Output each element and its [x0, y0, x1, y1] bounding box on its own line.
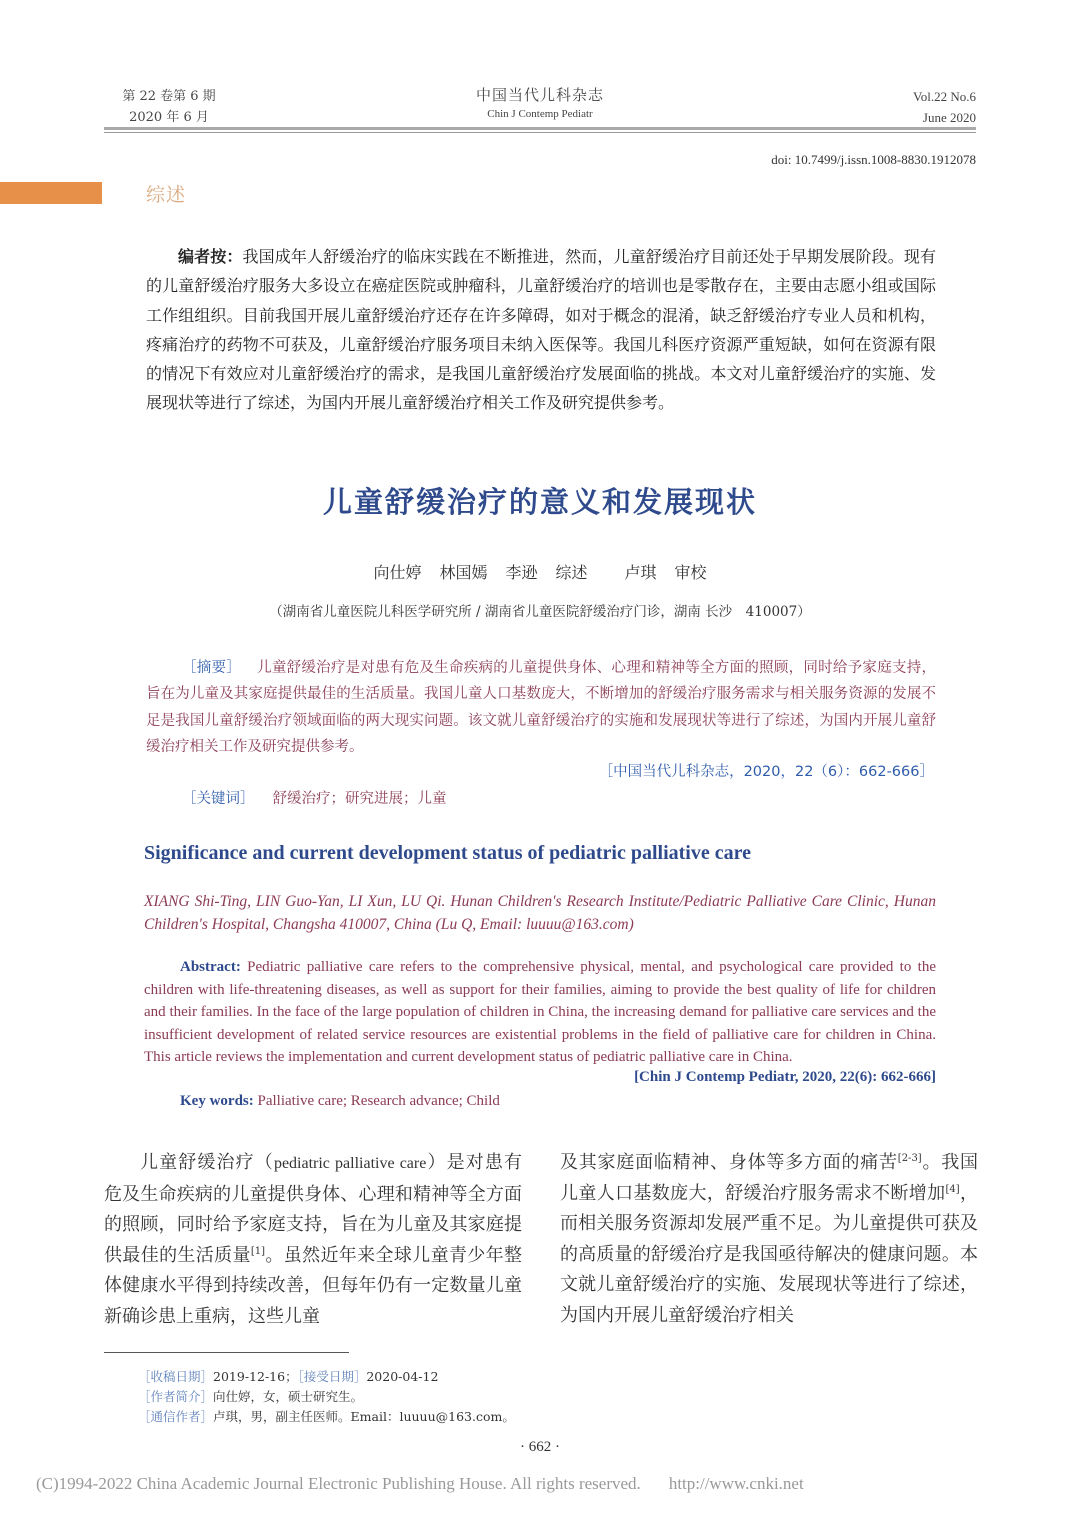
keywords-en-label: Key words: [180, 1093, 254, 1109]
received-date: 2019-12-16； [213, 1369, 298, 1384]
abstract-cn-label: ［摘要］ [182, 660, 242, 676]
article-title-cn: 儿童舒缓治疗的意义和发展现状 [322, 485, 757, 519]
editor-note-label: 编者按： [178, 247, 243, 266]
article-title-en: Significance and current development status of pediatric palliative care [144, 842, 751, 864]
footnote-author [138, 1387, 515, 1407]
abstract-en-label: Abstract: [180, 959, 241, 975]
header-date-cn: 2020 年 6 月 [129, 110, 209, 125]
header-divider-thin [104, 132, 976, 133]
header-volume-issue: 第 22 卷第 6 期 [122, 89, 216, 104]
author-name: 李逊 [505, 563, 538, 582]
header-volume-issue-en: Vol.22 No.6 [913, 89, 976, 104]
header-volume-cn [104, 86, 234, 128]
footnote-corresponding [138, 1407, 515, 1427]
corresponding-label: ［通信作者］ [138, 1409, 214, 1424]
abstract-cn [146, 655, 936, 760]
header-divider-thick [104, 127, 976, 130]
body-text: ，而相关服务资源却发展严重不足。为儿童提供可获及的高质量的舒缓治疗是我国亟待解决的健康问题。本文就儿童舒缓治疗的实施、发展现状等进行了综述，为国内开展儿童舒缓治疗相关 [560, 1182, 979, 1326]
abstract-en [144, 956, 936, 1069]
keywords-cn-label: ［关键词］ [182, 791, 255, 807]
section-color-bar [0, 182, 102, 204]
reference-link[interactable]: [4] [945, 1183, 960, 1195]
header-volume-en [913, 86, 976, 128]
body-text: ）是对患有危及生命疾病的儿童提供身体、心理和精神等全方面的照顾，同时给予家庭支持，旨在为儿童及其家庭提供最佳的生活质量 [104, 1152, 523, 1266]
footnote-divider [104, 1352, 349, 1353]
doi: doi: 10.7499/j.issn.1008-8830.1912078 [771, 152, 976, 167]
affiliation-cn: （湖南省儿童医院儿科医学研究所 / 湖南省儿童医院舒缓治疗门诊，湖南 长沙 410007） [269, 604, 811, 620]
authors-affiliation-en: XIANG Shi-Ting, LIN Guo-Yan, LI Xun, LU Qi. Hunan Children's Research Institute/Pediatric Palliative Care Clinic, Hunan Children's Hospital, Changsha 410007, China (Lu Q, Email: luuuu@163.com) [144, 893, 936, 933]
header-journal [380, 84, 700, 122]
keywords-cn [182, 787, 447, 808]
body-column-right [560, 1148, 978, 1331]
body-text: 。我国儿童人口基数庞大，舒缓治疗服务需求不断增加 [560, 1152, 979, 1204]
abstract-en-text: Pediatric palliative care refers to the comprehensive physical, mental, and psychological care provided to the children with life-threatening diseases, as well as support for their families, aiming to provide the best quality of life for children and their families. In the face of the large population of children in China, the increasing demand for palliative care services and the insufficient development of related service resources are existential problems in the field of palliative care for children in China. This article reviews the implementation and current development status of pediatric palliative care in China. [144, 959, 936, 1066]
copyright-notice [36, 1474, 804, 1494]
authors-cn [0, 560, 1080, 583]
reviewer-name: 卢琪 [624, 563, 657, 582]
keywords-en [180, 1093, 500, 1110]
reference-link[interactable]: [1] [250, 1245, 266, 1257]
copyright-text: (C)1994-2022 China Academic Journal Electronic Publishing House. All rights reserved. [36, 1474, 641, 1493]
editor-note [146, 242, 936, 418]
author-role: 综述 [555, 563, 588, 582]
body-text: 儿童舒缓治疗（ [140, 1152, 274, 1173]
journal-name-en: Chin J Contemp Pediatr [487, 108, 593, 120]
citation-cn: ［中国当代儿科杂志，2020，22（6）：662-666］ [598, 764, 934, 780]
received-label: ［收稿日期］ [138, 1369, 214, 1384]
citation-en: [Chin J Contemp Pediatr, 2020, 22(6): 662-666] [634, 1069, 936, 1085]
body-term-en: pediatric palliative care [273, 1155, 427, 1172]
accepted-date: 2020-04-12 [366, 1369, 439, 1384]
author-name: 林国嫣 [439, 563, 488, 582]
reference-link[interactable]: [2-3] [897, 1153, 922, 1164]
body-column-left [104, 1148, 522, 1332]
editor-note-text: 我国成年人舒缓治疗的临床实践在不断推进，然而，儿童舒缓治疗目前还处于早期发展阶段。现有的儿童舒缓治疗服务大多设立在癌症医院或肿瘤科，儿童舒缓治疗的培训也是零散存在，主要由志愿小组或国际工作组组织。目前我国开展儿童舒缓治疗还存在许多障碍，如对于概念的混淆，缺乏舒缓治疗专业人员和机构，疼痛治疗的药物不可获及，儿童舒缓治疗服务项目未纳入医保等。我国儿科医疗资源严重短缺，如何在资源有限的情况下有效应对儿童舒缓治疗的需求，是我国儿童舒缓治疗发展面临的挑战。本文对儿童舒缓治疗的实施、发展现状等进行了综述，为国内开展儿童舒缓治疗相关工作及研究提供参考。 [146, 247, 936, 413]
corresponding-author: 卢琪，男，副主任医师。Email：luuuu@163.com。 [213, 1409, 515, 1424]
author-name: 向仕婷 [373, 563, 422, 582]
footnotes [138, 1367, 515, 1427]
header-date-en: June 2020 [922, 110, 976, 125]
body-text: 。虽然近年来全球儿童青少年整体健康水平得到持续改善，但每年仍有一定数量儿童新确诊患上重病，这些儿童 [104, 1244, 523, 1327]
keywords-en-text: Palliative care; Research advance; Child [253, 1093, 500, 1109]
abstract-cn-text: 儿童舒缓治疗是对患有危及生命疾病的儿童提供身体、心理和精神等全方面的照顾，同时给予家庭支持，旨在为儿童及其家庭提供最佳的生活质量。我国儿童人口基数庞大，不断增加的舒缓治疗服务需求与相关服务资源的发展不足是我国儿童舒缓治疗领域面临的两大现实问题。该文就儿童舒缓治疗的实施和发展现状等进行了综述，为国内开展儿童舒缓治疗相关工作及研究提供参考。 [146, 660, 936, 755]
keywords-cn-text: 舒缓治疗；研究进展；儿童 [272, 791, 447, 807]
cnki-link[interactable]: http://www.cnki.net [668, 1474, 804, 1493]
page-number: · 662 · [520, 1439, 560, 1455]
body-text: 及其家庭面临精神、身体等多方面的痛苦 [560, 1152, 898, 1173]
accepted-label: ［接受日期］ [297, 1369, 367, 1384]
author-bio: 向仕婷，女，硕士研究生。 [213, 1389, 364, 1404]
footnote-dates [138, 1367, 515, 1387]
reviewer-role: 审校 [674, 563, 707, 582]
author-bio-label: ［作者简介］ [138, 1389, 214, 1404]
section-label: 综述 [146, 184, 187, 206]
journal-name-cn: 中国当代儿科杂志 [475, 86, 604, 104]
